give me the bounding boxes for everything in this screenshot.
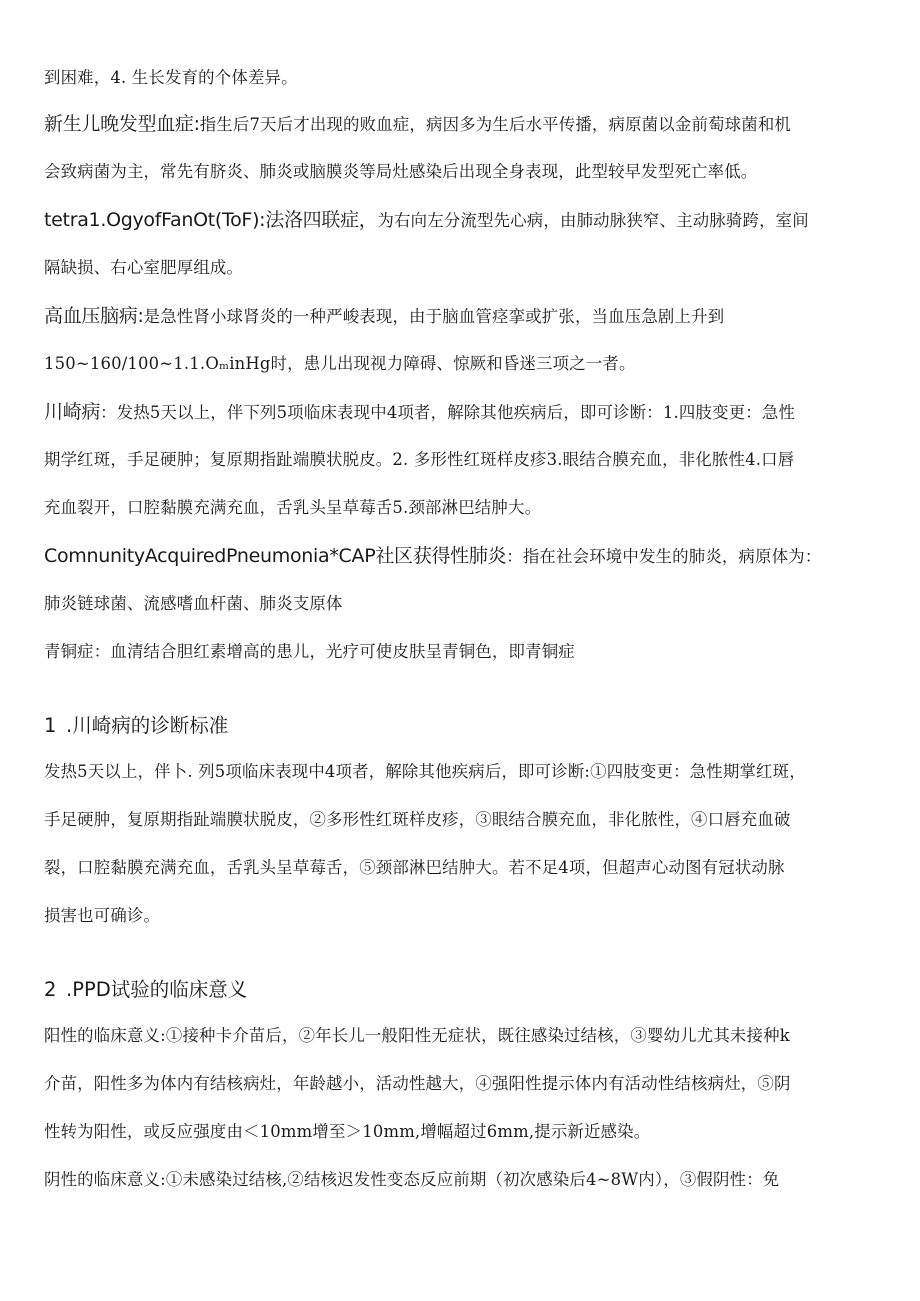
text-line: 期学红斑，手足硬肿；复原期指趾端膜状脱皮。2. 多形性红斑样皮疹3.眼结合膜充血，非化脓性4.口唇 [44,450,795,469]
text-line: ：发热5天以上，伴下列5项临床表现中4项者，解除其他疾病后，即可诊断：1.四肢变更：急性 [100,403,796,422]
text-line: 阴性的临床意义:①未感染过结核,②结核迟发性变态反应前期（初次感染后4~8W内），③假阴性：免 [44,1170,780,1189]
text-line: 到困难，4. 生长发育的个体差异。 [44,68,298,87]
text-line: 会致病菌为主，常先有脐炎、肺炎或脑膜炎等局灶感染后出现全身表现，此型较早发型死亡率低。 [44,162,758,181]
text-line: 介苗，阳性多为体内有结核病灶，年龄越小，活动性越大，④强阳性提示体内有活动性结核病灶，⑤阴 [44,1074,791,1093]
text-line: 性转为阳性，或反应强度由＜10mm增至＞10mm,增幅超过6mm,提示新近感染。 [44,1122,651,1141]
text-line: 损害也可确诊。 [44,906,161,925]
section-number: 1 [44,714,57,737]
text-line: 裂，口腔黏膜充满充血，舌乳头呈草莓舌，⑤颈部淋巴结肿大。若不足4项，但超声心动图有冠状动脉 [44,858,785,877]
term-label: ComnunityAcquiredPneumonia*CAP社区获得性肺炎 [44,545,507,567]
term-label: 川崎病 [44,401,101,423]
section-title: .川崎病的诊断标准 [66,714,229,737]
text-line: 是急性肾小球肾炎的一种严峻表现，由于脑血管痉挛或扩张，当血压急剧上升到 [143,307,725,326]
definition-cap [44,544,880,568]
section-title: .PPD试验的临床意义 [66,978,248,1001]
text-line: ：指在社会环境中发生的肺炎，病原体为： [506,547,822,566]
text-line: 肺炎链球菌、流感嗜血杆菌、肺炎支原体 [44,594,343,613]
text-line: 指生后7天后才出现的败血症，病因多为生后水平传播，病原菌以金前萄球菌和机 [199,115,792,134]
definition-kawasaki [44,400,880,424]
definition-bronze-baby: 青铜症：血清结合胆红素增高的患儿，光疗可使皮肤呈青铜色，即青铜症 [44,642,575,661]
term-label: tetra1.OgyofFanOt(ToF):法洛四联症， [44,209,378,231]
text-line: 充血裂开，口腔黏膜充满充血，舌乳头呈草莓舌5.颈部淋巴结肿大。 [44,498,542,517]
section-heading-kawasaki [44,712,880,740]
term-label: 新生儿晚发型血症: [44,113,200,135]
text-line: 150~160/100~1.1.OₘinHg时，患儿出现视力障碍、惊厥和昏迷三项之一者。 [44,354,636,373]
text-line: 为右向左分流型先心病，由肺动脉狭窄、主动脉骑跨，室间 [377,211,809,230]
text-line: 手足硬肿，复原期指趾端膜状脱皮，②多形性红斑样皮疹，③眼结合膜充血，非化脓性，④口唇充血破 [44,810,791,829]
text-line: 阳性的临床意义:①接种卡介苗后，②年长儿一般阳性无症状，既往感染过结核，③婴幼儿尤其未接种k [44,1026,790,1045]
document-page [44,64,880,1192]
definition-hypertensive-encephalopathy [44,304,880,328]
section-number: 2 [44,978,57,1001]
section-heading-ppd [44,976,880,1004]
term-label: 高血压脑病: [44,305,144,327]
text-line: 发热5天以上，伴卜. 列5项临床表现中4项者，解除其他疾病后，即可诊断:①四肢变更：急性期掌红斑， [44,762,806,781]
definition-tof [44,208,880,232]
text-line: 隔缺损、右心室肥厚组成。 [44,258,244,277]
definition-neonatal-late-sepsis [44,112,880,136]
